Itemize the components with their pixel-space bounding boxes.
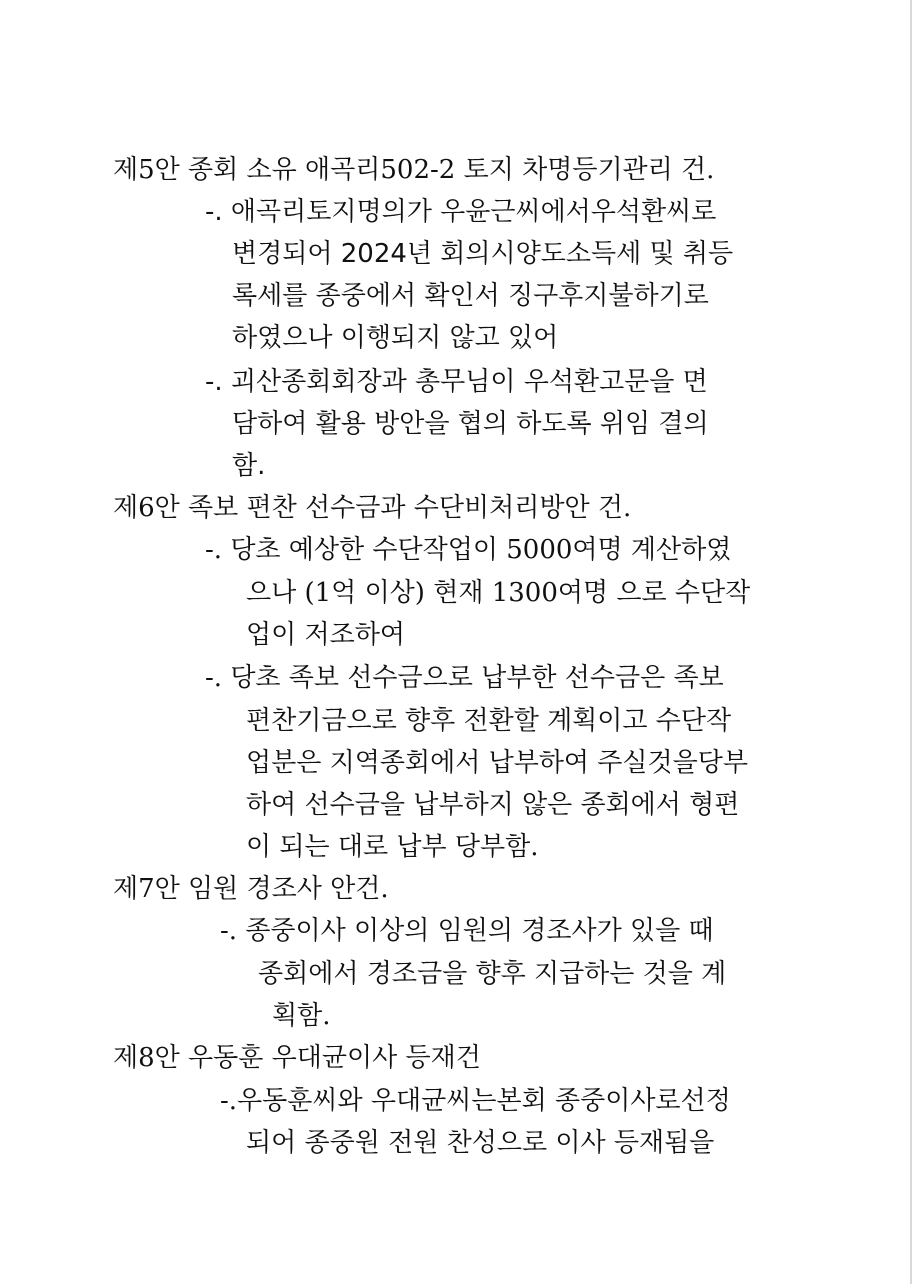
item5-heading: 제5안 종회 소유 애곡리502-2 토지 차명등기관리 건. [113,155,715,185]
item7-line: 종회에서 경조금을 향후 지급하는 것을 계 [258,959,727,989]
item5-line: -. 애곡리토지명의가 우윤근씨에서우석환씨로 [205,197,717,227]
item5-line: 담하여 활용 방안을 협의 하도록 위임 결의 [232,409,709,439]
item5-line: 하였으나 이행되지 않고 있어 [232,323,559,353]
item6-line: 으나 (1억 이상) 현재 1300여명 으로 수단작 [246,578,751,608]
item7-heading: 제7안 임원 경조사 안건. [113,874,389,904]
item6-line: 하여 선수금을 납부하지 않은 종회에서 형편 [246,790,740,820]
item6-line: 이 되는 대로 납부 당부함. [246,832,539,862]
item5-line: 함. [232,451,266,481]
item6-heading: 제6안 족보 편찬 선수금과 수단비처리방안 건. [113,493,632,523]
item6-line: 편찬기금으로 향후 전환할 계획이고 수단작 [246,706,732,736]
item5-line: -. 괴산종회회장과 총무님이 우석환고문을 면 [205,367,708,397]
item5-line: 록세를 종중에서 확인서 징구후지불하기로 [232,281,709,311]
item6-line: -. 당초 예상한 수단작업이 5000여명 계산하였 [205,535,732,565]
item6-line: -. 당초 족보 선수금으로 납부한 선수금은 족보 [205,663,724,693]
item6-line: 업이 저조하여 [246,620,405,650]
item6-line: 업분은 지역종회에서 납부하여 주실것을당부 [246,748,748,778]
item7-line: -. 종중이사 이상의 임원의 경조사가 있을 때 [220,916,714,946]
item8-heading: 제8안 우동훈 우대균이사 등재건 [113,1043,481,1073]
item8-line: 되어 종중원 전원 찬성으로 이사 등재됨을 [246,1128,715,1158]
item5-line: 변경되어 2024년 회의시양도소득세 및 취등 [232,239,734,269]
item7-line: 획함. [272,1001,331,1031]
item8-line: -.우동훈씨와 우대균씨는본회 종중이사로선정 [220,1086,731,1116]
